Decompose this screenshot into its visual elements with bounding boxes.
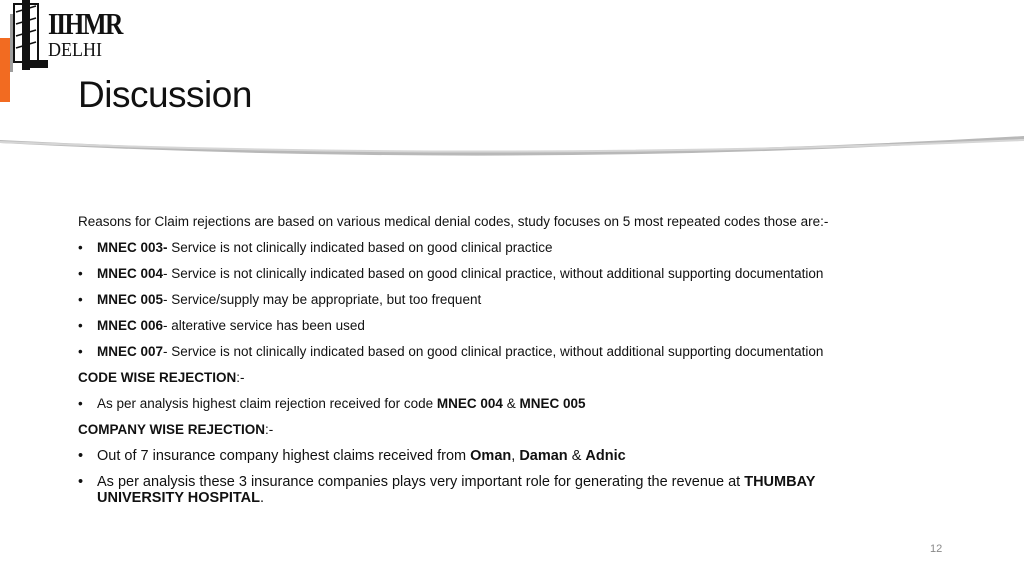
list-item: [78, 339, 978, 365]
heading-suffix: :-: [236, 370, 245, 385]
section-heading: COMPANY WISE REJECTION: [78, 422, 266, 437]
list-item: [78, 469, 978, 506]
page-number: 12: [930, 543, 943, 555]
logo-text-iihmr: IIHMR: [48, 6, 122, 41]
list-item: [78, 287, 978, 313]
bullet-icon: •: [78, 318, 83, 333]
ampersand: &: [502, 396, 520, 411]
title-divider-swoosh: [0, 126, 1024, 166]
code-label: MNEC 005: [97, 292, 164, 307]
list-item: [78, 261, 978, 287]
code-description: - Service is not clinically indicated based on good clinical practice, without additional supporting documentation: [163, 344, 824, 359]
company-oman: Oman: [470, 448, 512, 464]
company-text: Out of 7 insurance company highest claims received from: [97, 448, 471, 464]
list-item: [78, 235, 978, 261]
code-description: - Service is not clinically indicated based on good clinical practice, without additional supporting documentation: [163, 266, 824, 281]
slide-content: [78, 209, 978, 506]
list-item: [78, 313, 978, 339]
bullet-icon: •: [78, 292, 83, 307]
period: .: [260, 490, 265, 506]
code-label: MNEC 007: [97, 344, 164, 359]
bullet-icon: •: [78, 344, 83, 359]
intro-text: Reasons for Claim rejections are based on various medical denial codes, study focuses on 5 most repeated codes those are:-: [78, 214, 829, 229]
code-wise-heading: [78, 365, 978, 391]
bullet-icon: •: [78, 396, 83, 411]
bullet-icon: •: [78, 474, 84, 490]
company-wise-heading: [78, 417, 978, 443]
section-heading: CODE WISE REJECTION: [78, 370, 237, 385]
list-item: [78, 443, 978, 469]
company-adnic: Adnic: [585, 448, 626, 464]
code-label: MNEC 006: [97, 318, 164, 333]
code-description: Service is not clinically indicated based on good clinical practice: [167, 240, 553, 255]
separator: ,: [511, 448, 520, 464]
company-daman: Daman: [519, 448, 568, 464]
bullet-icon: •: [78, 240, 83, 255]
code-label: MNEC 004: [97, 266, 164, 281]
code-description: - Service/supply may be appropriate, but too frequent: [163, 292, 482, 307]
bullet-icon: •: [78, 266, 83, 281]
code-label: MNEC 003-: [97, 240, 168, 255]
code-b: MNEC 005: [519, 396, 586, 411]
page-title: Discussion: [78, 74, 252, 115]
heading-suffix: :-: [265, 422, 274, 437]
code-a: MNEC 004: [436, 396, 503, 411]
code-wise-text: As per analysis highest claim rejection received for code: [97, 396, 437, 411]
ampersand: &: [567, 448, 586, 464]
revenue-text: As per analysis these 3 insurance companies plays very important role for generating the revenue at: [97, 474, 745, 490]
list-item: [78, 391, 978, 417]
hospital-name: THUMBAY UNIVERSITY HOSPITAL: [97, 474, 816, 506]
code-description: - alterative service has been used: [163, 318, 365, 333]
bullet-icon: •: [78, 448, 84, 464]
logo-text-delhi: DELHI: [48, 39, 102, 61]
